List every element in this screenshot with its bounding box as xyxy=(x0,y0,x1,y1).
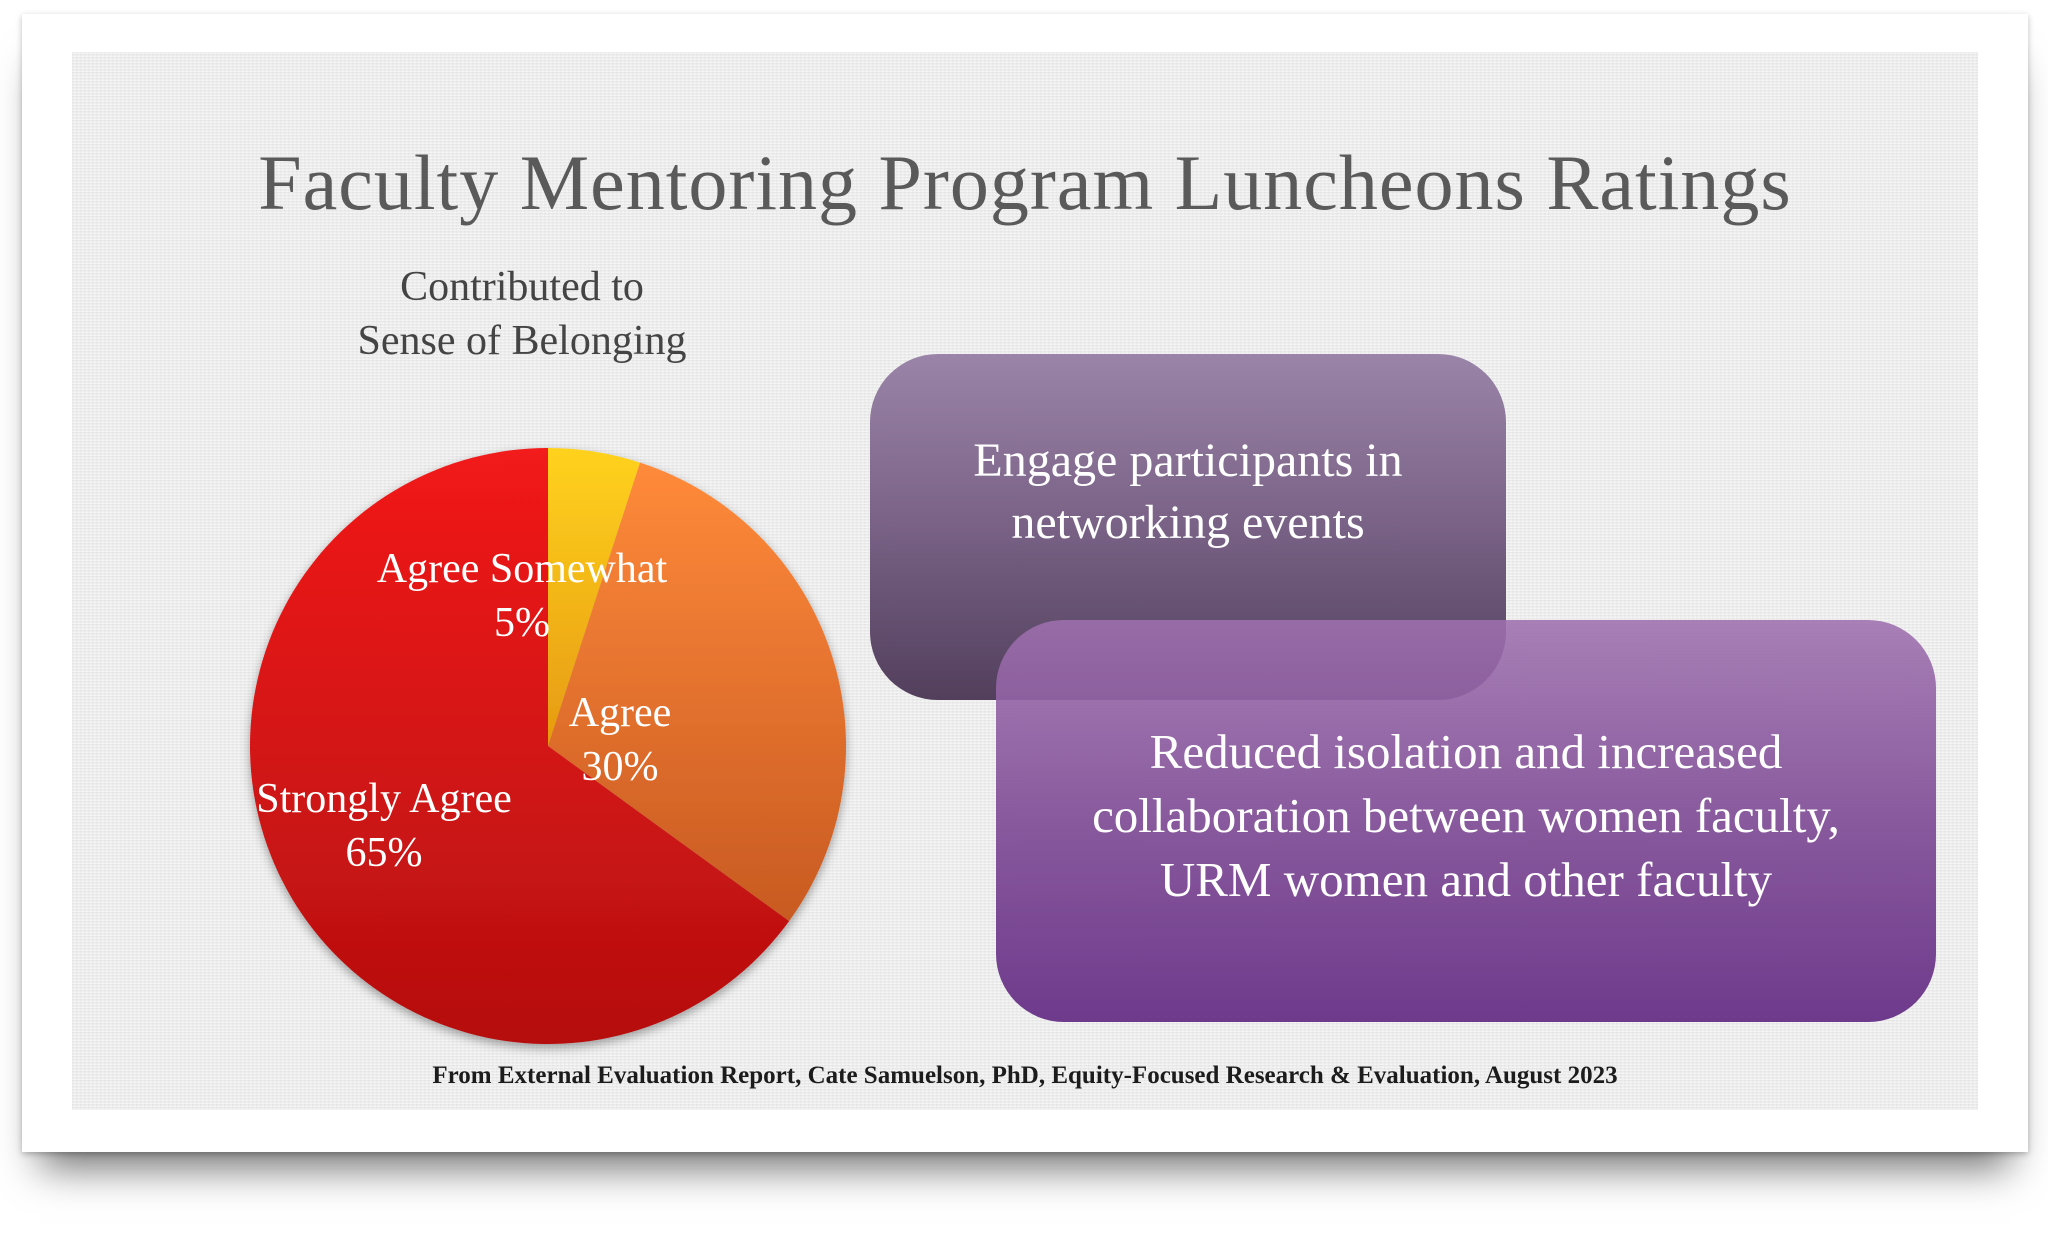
pie-label-strongly-agree: Strongly Agree xyxy=(256,776,512,822)
callout-networking-line-2: networking events xyxy=(1011,496,1365,549)
callout-networking-line-1: Engage participants in xyxy=(973,434,1403,487)
pie-chart xyxy=(222,412,882,1092)
source-note: From External Evaluation Report, Cate Samuelson, PhD, Equity-Focused Research & Evaluation, August 2023 xyxy=(432,1062,1618,1089)
callout-isolation xyxy=(996,620,1936,1022)
slide-frame xyxy=(22,14,2028,1152)
callout-isolation-line-2: collaboration between women faculty, xyxy=(1092,788,1840,843)
pie-label-agree-somewhat: Agree Somewhat xyxy=(376,546,668,592)
pie-value-agree: 30% xyxy=(581,744,659,790)
chart-title-line-2: Sense of Belonging xyxy=(357,318,687,364)
pie-slices xyxy=(250,448,846,1044)
slide-title: Faculty Mentoring Program Luncheons Ratings xyxy=(258,139,1792,226)
pie-value-agree-somewhat: 5% xyxy=(494,600,550,646)
slide xyxy=(72,52,1978,1110)
pie-label-agree: Agree xyxy=(568,690,672,736)
callout-isolation-line-3: URM women and other faculty xyxy=(1159,852,1773,907)
pie-value-strongly-agree: 65% xyxy=(345,830,423,876)
chart-title-line-1: Contributed to xyxy=(400,264,644,310)
chart-title xyxy=(272,260,772,368)
callout-isolation-line-1: Reduced isolation and increased xyxy=(1149,724,1783,779)
